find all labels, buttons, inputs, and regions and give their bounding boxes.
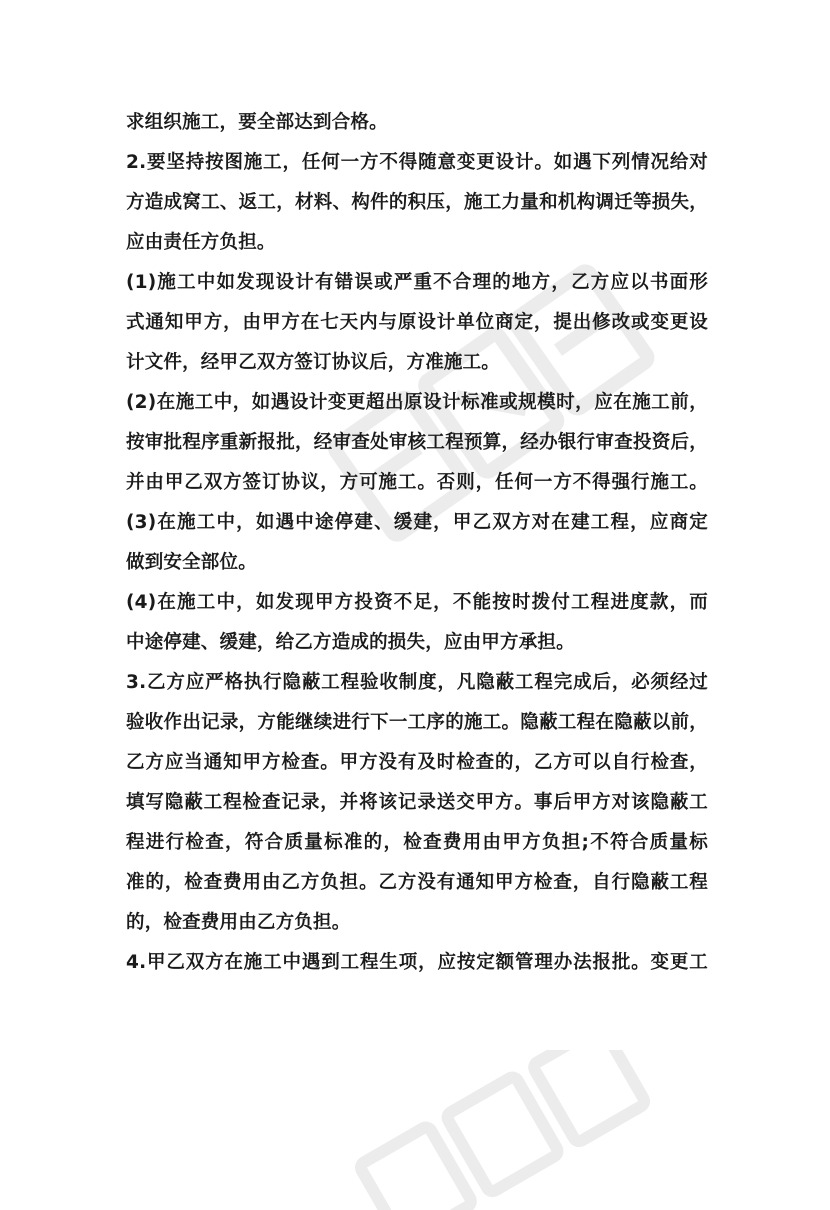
text-line: 3.乙方应严格执行隐蔽工程验收制度，凡隐蔽工程完成后，必须经过 xyxy=(126,672,708,693)
text-line: 应由责任方负担。 xyxy=(126,232,276,253)
text-line: 的，检查费用由乙方负担。 xyxy=(126,912,351,933)
text-line: (4)在施工中，如发现甲方投资不足，不能按时拨付工程进度款，而 xyxy=(126,592,708,613)
text-line: 2.要坚持按图施工，任何一方不得随意变更设计。如遇下列情况给对 xyxy=(126,152,708,173)
text-line: (1)施工中如发现设计有错误或严重不合理的地方，乙方应以书面形 xyxy=(126,272,708,293)
text-line: 4.甲乙双方在施工中遇到工程生项，应按定额管理办法报批。变更工 xyxy=(126,952,708,973)
text-line: 乙方应当通知甲方检查。甲方没有及时检查的，乙方可以自行检查， xyxy=(126,752,708,773)
text-line: 计文件，经甲乙双方签订协议后，方准施工。 xyxy=(126,352,501,373)
text-line: 按审批程序重新报批，经审查处审核工程预算，经办银行审查投资后， xyxy=(126,432,708,453)
text-line: 做到安全部位。 xyxy=(126,552,257,573)
text-line: 方造成窝工、返工，材料、构件的积压，施工力量和机构调迁等损失， xyxy=(126,192,708,213)
text-line: 程进行检查，符合质量标准的，检查费用由甲方负担;不符合质量标 xyxy=(126,832,708,853)
text-line: 验收作出记录，方能继续进行下一工序的施工。隐蔽工程在隐蔽以前， xyxy=(126,712,708,733)
text-line: 填写隐蔽工程检查记录，并将该记录送交甲方。事后甲方对该隐蔽工 xyxy=(126,792,708,813)
text-line: 求组织施工，要全部达到合格。 xyxy=(126,112,388,133)
text-line: (2)在施工中，如遇设计变更超出原设计标准或规模时，应在施工前， xyxy=(126,392,708,413)
text-line: 并由甲乙双方签订协议，方可施工。否则，任何一方不得强行施工。 xyxy=(126,472,708,493)
text-line: 式通知甲方，由甲方在七天内与原设计单位商定，提出修改或变更设 xyxy=(126,312,708,333)
watermark-logo-bottom-icon xyxy=(320,1050,680,1210)
text-line: 中途停建、缓建，给乙方造成的损失，应由甲方承担。 xyxy=(126,632,575,653)
text-line: 准的，检查费用由乙方负担。乙方没有通知甲方检查，自行隐蔽工程 xyxy=(126,872,708,893)
text-line: (3)在施工中，如遇中途停建、缓建，甲乙双方对在建工程，应商定 xyxy=(126,512,708,533)
document-body xyxy=(126,103,708,983)
